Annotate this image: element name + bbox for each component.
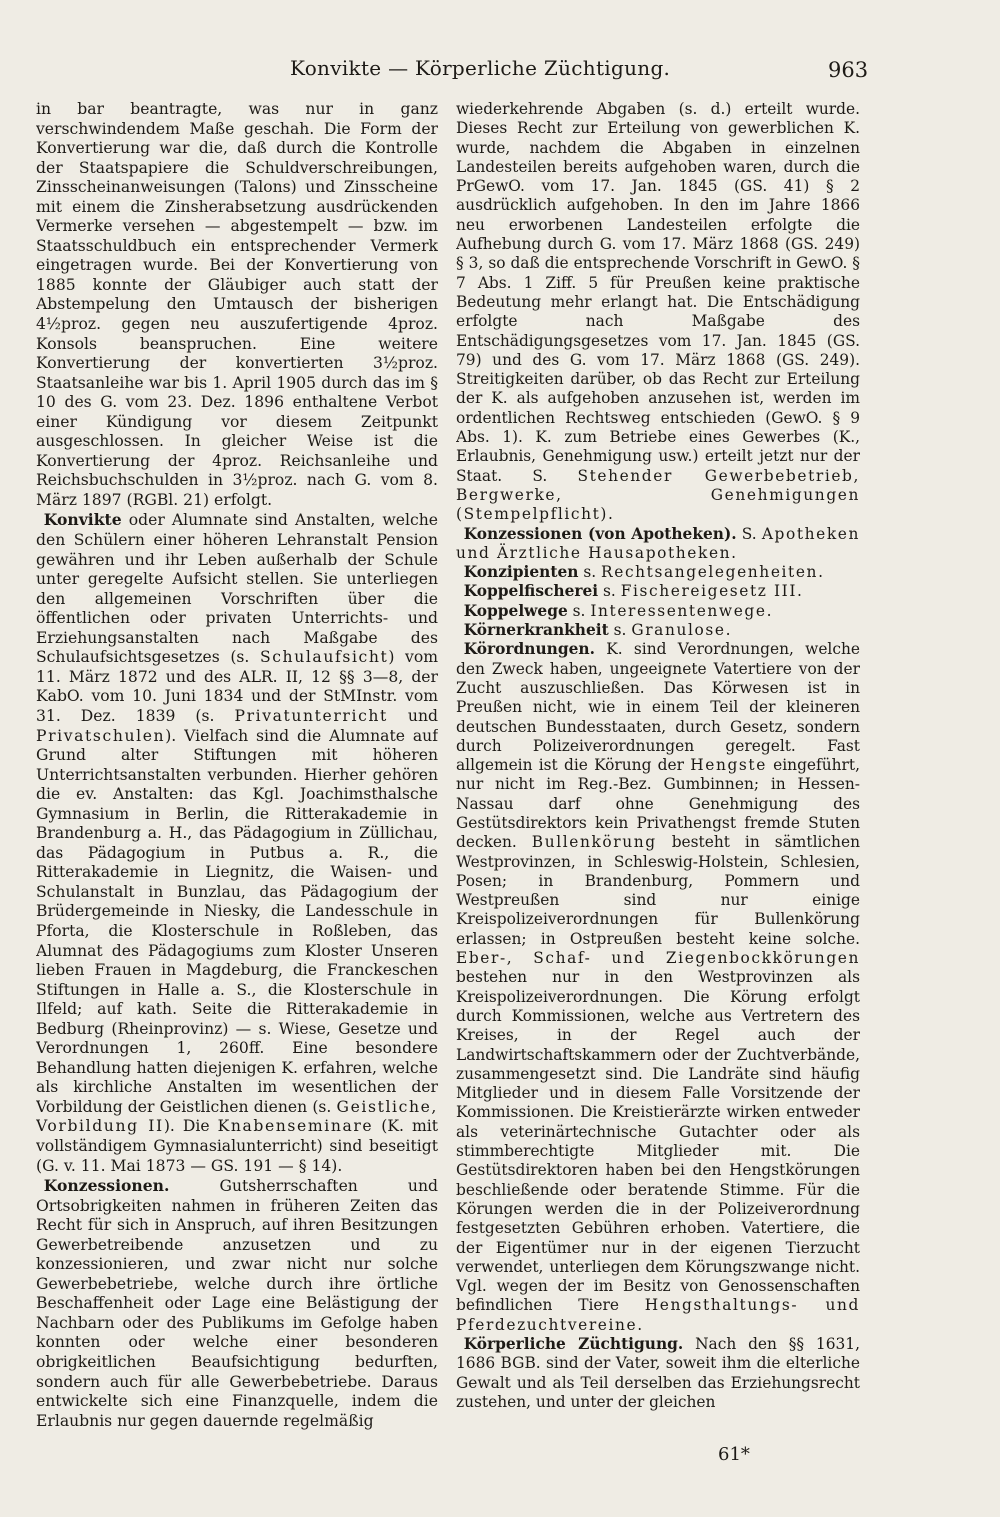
cross-reference: Geistliche, Vorbildung II: [36, 1097, 438, 1136]
entry-koppelfischerei: Koppelfischerei s. Fischereigesetz III.: [463, 582, 802, 601]
emphasized-term: Hengste: [690, 756, 767, 775]
entry-koerperliche-zuechtigung: Körperliche Züchtigung. Nach den §§ 1631, 1686 BGB. sind der Vater, soweit ihm die elterliche Gewalt und als Teil derselben das Erziehungsrecht zustehen, und unter der gleichen: [456, 1335, 860, 1411]
entry-keyword: Konzipienten: [463, 563, 579, 582]
entry-keyword: Körordnungen.: [463, 640, 595, 659]
entry-konvikte: Konvikte oder Alumnate sind Anstalten, welche den Schülern einer höheren Lehranstalt Pension gewähren und ihr Leben außerhalb der Schule unter geregelte Aufsicht stellen. Sie unterliegen den allgemeinen Vorschriften über die öffentlichen oder privaten Unterrichts- und Erziehungsanstalten nach Maßgabe des Schulaufsichtsgesetzes (s. Schulaufsicht) vom 11. März 1872 und des ALR. II, 12 §§ 3—8, der KabO. vom 10. Juni 1834 und der StMInstr. vom 31. Dez. 1839 (s. Privatunterricht und Privatschulen). Vielfach sind die Alumnate auf Grund alter Stiftungen mit höheren Unterrichtsanstalten verbunden. Hierher gehören die ev. Anstalten: das Kgl. Joachimsthalsche Gymnasium in Berlin, die Ritterakademie in Brandenburg a. H., das Pädagogium in Züllichau, das Pädagogium in Putbus a. R., die Ritterakademie in Liegnitz, die Waisen- und Schulanstalt in Bunzlau, das Pädagogium der Brüdergemeinde in Niesky, die Landesschule in Pforta, die Klosterschule in Roßleben, das Alumnat des Pädagogiums zum Kloster Unseren lieben Frauen in Magdeburg, die Franckeschen Stiftungen in Halle a. S., die Klosterschule in Ilfeld; auf kath. Seite die Ritterakademie in Bedburg (Rheinprovinz) — s. Wiese, Gesetze und Verordnungen 1, 260ff. Eine besondere Behandlung hatten diejenigen K. erfahren, welche als kirchliche Anstalten im wesentlichen der Vorbildung der Geistlichen dienen (s. Geistliche, Vorbildung II). Die Knabenseminare (K. mit vollständigem Gymnasialunterricht) sind beseitigt (G. v. 11. Mai 1873 — GS. 191 — § 14).: [36, 510, 438, 1175]
entry-konzessionen: Konzessionen. Gutsherrschaften und Ortsobrigkeiten nahmen in früheren Zeiten das Recht für sich in Anspruch, auf ihren Besitzungen Gewerbetreibende anzusetzen und zu konzessionieren, und zwar nicht nur solche Gewerbebetriebe, welche durch ihre örtliche Beschaffenheit oder Lage eine Belästigung der Nachbarn oder des Publikums im Gefolge haben konnten oder welche einer besonderen obrigkeitlichen Beaufsichtigung bedurften, sondern auch für alle Gewerbebetriebe. Daraus entwickelte sich eine Finanzquelle, indem die Erlaubnis nur gegen dauernde regelmäßig: [36, 1176, 438, 1430]
entry-konzessionen-apotheken: Konzessionen (von Apotheken). S. Apotheken und Ärztliche Hausapotheken.: [456, 524, 860, 562]
running-head: [0, 56, 1000, 86]
emphasized-term: Bullenkörung: [531, 833, 657, 852]
sheet-signature: 61*: [718, 1444, 750, 1465]
entry-keyword: Körnerkrankheit: [463, 621, 609, 640]
entry-konzipienten: Konzipienten s. Rechtsangelegenheiten.: [463, 563, 823, 582]
entry-koernerkrankheit: Körnerkrankheit s. Granulose.: [463, 621, 731, 640]
cross-reference: Privatschulen: [36, 726, 166, 745]
cross-reference: Apotheken und Ärztliche Hausapotheken: [456, 524, 860, 562]
konvertierung-continuation: in bar beantragte, was nur in ganz verschwindendem Maße geschah. Die Form der Konvertierung war die, daß durch die Kontrolle der Staatspapiere die Schuldverschreibungen, Zinsscheinanweisungen (Talons) und Zinsscheine mit einem die Zinsherabsetzung ausdrückenden Vermerke versehen — abgestempelt — bzw. im Staatsschuldbuch ein entsprechender Vermerk eingetragen wurde. Bei der Konvertierung von 1885 konnte der Gläubiger auch statt der Abstempelung den Umtausch der bisherigen 4½proz. gegen neu auszufertigende 4proz. Konsols beanspruchen. Eine weitere Konvertierung der konvertierten 3½proz. Staatsanleihe war bis 1. April 1905 durch das im § 10 des G. vom 23. Dez. 1896 enthaltene Verbot einer Kündigung vor diesem Zeitpunkt ausgeschlossen. In gleicher Weise ist die Konvertierung der 4proz. Reichsanleihe und Reichsbuchschulden in 3½proz. nach G. vom 8. März 1897 (RGBl. 21) erfolgt.: [36, 100, 438, 509]
entry-koppelwege: Koppelwege s. Interessentenwege.: [463, 601, 772, 620]
cross-reference: Rechtsangelegenheiten: [601, 563, 819, 582]
entry-keyword: Körperliche Züchtigung.: [463, 1335, 684, 1353]
cross-reference: Granulose: [631, 621, 726, 640]
cross-reference: Privatunterricht: [234, 706, 388, 725]
entry-keyword: Konvikte: [43, 510, 122, 530]
running-head-title: Konvikte — Körperliche Züchtigung.: [290, 56, 671, 80]
cross-reference: Fischereigesetz III: [620, 582, 798, 601]
entry-keyword: Konzessionen (von Apotheken).: [463, 524, 737, 543]
right-column: [456, 100, 860, 1450]
entry-keyword: Konzessionen.: [43, 1176, 170, 1196]
entry-keyword: Koppelwege: [463, 601, 568, 620]
emphasized-term: Knabenseminare: [217, 1117, 374, 1136]
cross-reference: Hengsthaltungs- und Pferdezuchtvereine: [456, 1296, 860, 1334]
emphasized-term: Eber-, Schaf- und Ziegenbockkörungen: [456, 949, 860, 968]
left-column: [36, 100, 438, 1450]
entry-keyword: Koppelfischerei: [463, 582, 599, 601]
konzessionen-continuation: wiederkehrende Abgaben (s. d.) erteilt wurde. Dieses Recht zur Erteilung von gewerblichen K. wurde, nachdem die Abgaben in einzelnen Landesteilen bereits aufgehoben waren, durch die PrGewO. vom 17. Jan. 1845 (GS. 41) § 2 ausdrücklich aufgehoben. In den im Jahre 1866 neu erworbenen Landesteilen erfolgte die Aufhebung durch G. vom 17. März 1868 (GS. 249) § 3, so daß die entsprechende Vorschrift in GewO. § 7 Abs. 1 Ziff. 5 für Preußen keine praktische Bedeutung mehr erlangt hat. Die Entschädigung erfolgte nach Maßgabe des Entschädigungsgesetzes vom 17. Jan. 1845 (GS. 79) und des G. vom 17. März 1868 (GS. 249). Streitigkeiten darüber, ob das Recht zur Erteilung der K. als aufgehoben anzusehen ist, werden im ordentlichen Rechtsweg entschieden (GewO. § 9 Abs. 1). K. zum Betriebe eines Gewerbes (K., Erlaubnis, Genehmigung usw.) erteilt jetzt nur der Staat. S. Stehender Gewerbebetrieb, Bergwerke, Genehmigungen (Stempelpflicht).: [456, 100, 860, 524]
cross-reference: Stehender Gewerbebetrieb, Bergwerke, Genehmigungen (Stempelpflicht): [456, 466, 860, 524]
cross-reference: Interessentenwege: [590, 601, 767, 620]
entry-koerordnungen: Körordnungen. K. sind Verordnungen, welche den Zweck haben, ungeeignete Vatertiere von der Zucht auszuschließen. Das Körwesen ist in Preußen nicht, wie in einem Teil der kleineren deutschen Bundesstaaten, durch Gesetz, sondern durch Polizeiverordnungen geregelt. Fast allgemein ist die Körung der Hengste eingeführt, nur nicht im Reg.-Bez. Gumbinnen; in Hessen-Nassau darf ohne Genehmigung des Gestütsdirektors kein Privathengst fremde Stuten decken. Bullenkörung besteht in sämtlichen Westprovinzen, in Schleswig-Holstein, Schlesien, Posen; in Brandenburg, Pommern und Westpreußen sind nur einige Kreispolizeiverordnungen für Bullenkörung erlassen; in Ostpreußen besteht keine solche. Eber-, Schaf- und Ziegenbockkörungen bestehen nur in den Westprovinzen als Kreispolizeiverordnungen. Die Körung erfolgt durch Kommissionen, welche aus Vertretern des Kreises, in der Regel auch der Landwirtschaftskammern oder der Zuchtverbände, zusammengesetzt sind. Die Landräte sind häufig Mitglieder und in diesem Falle Vorsitzende der Kommissionen. Die Kreistierärzte wirken entweder als veterinärtechnische Gutachter oder als stimmberechtigte Mitglieder mit. Die Gestütsdirektoren haben bei den Hengstkörungen beschließende oder beratende Stimme. Für die Körungen werden die in der Polizeiverordnung festgesetzten Gebühren erhoben. Vatertiere, die der Eigentümer nur in der eigenen Tierzucht verwendet, unterliegen dem Körungszwange nicht. Vgl. wegen der im Besitz von Genossenschaften befindlichen Tiere Hengsthaltungs- und Pferdezuchtvereine.: [456, 640, 860, 1334]
cross-reference: Schulaufsicht: [259, 648, 389, 667]
page-number: 963: [828, 58, 869, 82]
